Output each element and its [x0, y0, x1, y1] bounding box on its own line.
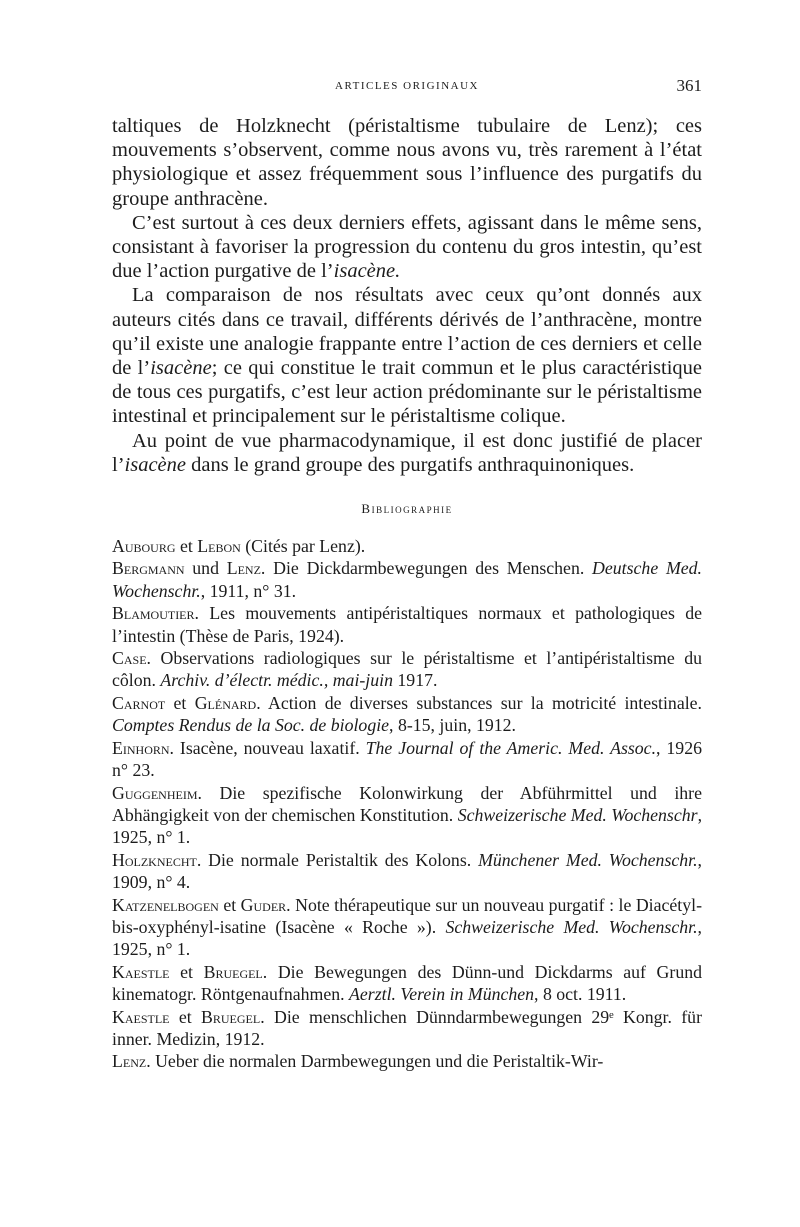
paragraph: taltiques de Holzknecht (péristaltisme tubulaire de Lenz); ces mouvements s’observent, comme nous avons vu, très rarement à l’état physiologique et assez fréquemment sous l’influence des purgatifs du groupe anthracène.	[112, 115, 702, 210]
bib-author2: Glénard.	[194, 692, 261, 713]
bib-tail: , 1925, n° 1.	[112, 804, 703, 848]
bib-author: Blamoutier.	[112, 603, 199, 624]
bib-author2: Lenz.	[226, 558, 266, 579]
bib-em: Münchener Med. Wochenschr.	[478, 849, 698, 870]
bib-author: Kaestle	[112, 961, 170, 982]
bib-author: Holzknecht.	[112, 849, 202, 870]
bibliography-entry	[112, 894, 702, 961]
bib-mid: et	[218, 894, 241, 915]
bib-rest: Ueber die normalen Darmbewegungen und die Peristaltik-Wir-	[150, 1051, 604, 1072]
bib-mid: et	[169, 961, 204, 982]
bibliography-heading: Bibliographie	[361, 501, 453, 517]
bib-author: Einhorn.	[112, 737, 174, 758]
bib-rest: Action de diverses substances sur la motricité intestinale.	[260, 692, 702, 713]
bib-em: Comptes Rendus de la Soc. de biologie	[112, 715, 390, 736]
bib-rest: Die normale Peristaltik des Kolons.	[201, 849, 479, 870]
bib-author: Kaestle	[112, 1006, 170, 1027]
bib-em: Aerztl. Verein in München	[349, 984, 535, 1005]
bib-em: Archiv. d’électr. médic., mai-juin	[160, 670, 393, 691]
bibliography-entry	[112, 1050, 702, 1072]
bib-rest: Die Bewegungen des Dünn-und Dickdarms auf Grund kinematogr. Röntgenaufnahmen.	[112, 961, 702, 1005]
bib-rest: Note thérapeutique sur un nouveau purgatif : le Diacétyl-bis-oxyphényl-isatine (Isacène « Roche »).	[112, 894, 702, 937]
bib-author2: Lebon	[197, 536, 241, 557]
paragraph: Au point de vue pharmacodynamique, il est donc justifié de placer l’isacène dans le grand groupe des purgatifs anthraquinoniques.	[112, 429, 702, 476]
bib-rest: (Cités par Lenz).	[240, 536, 366, 557]
bib-author: Katzenelbogen	[112, 894, 219, 915]
bib-tail: 1917.	[392, 670, 438, 691]
page	[112, 76, 702, 1073]
bib-rest: Die menschlichen Dünndarmbewegungen 29ᵉ Kongr. für inner. Medizin, 1912.	[112, 1006, 702, 1049]
bib-mid: et	[175, 536, 198, 557]
bib-tail: , 1911, n° 31.	[200, 580, 297, 601]
page-number: 361	[676, 76, 702, 95]
running-title: ARTICLES ORIGINAUX	[335, 80, 479, 92]
bib-mid: et	[165, 692, 195, 713]
bib-rest: Les mouvements antipéristaltiques normaux et pathologiques de l’intestin (Thèse de Paris, 1924).	[112, 603, 702, 646]
paragraph: C’est surtout à ces deux derniers effets, agissant dans le même sens, consistant à favoriser la progression du contenu du gros intestin, qu’est due l’action purgative de l’isacène.	[112, 211, 702, 283]
bib-tail: , 1925, n° 1.	[112, 916, 702, 960]
bib-em: Schweizerische Med. Wochenschr.	[445, 916, 698, 937]
bibliography-entry	[112, 602, 702, 647]
bib-tail: , 1926 n° 23.	[112, 737, 702, 781]
bib-rest: Die spezifische Kolonwirkung der Abführmittel und ihre Abhängigkeit von der chemischen Konstitution.	[112, 782, 702, 825]
bib-author: Carnot	[112, 692, 166, 713]
bib-author2: Bruegel.	[203, 961, 268, 982]
bib-author: Aubourg	[112, 536, 176, 557]
bib-em: The Journal of the Americ. Med. Assoc.	[365, 737, 657, 758]
bib-rest: Isacène, nouveau laxatif.	[173, 737, 366, 758]
bibliography-list	[112, 535, 702, 1073]
bib-em: Deutsche Med. Wochenschr.	[112, 558, 703, 601]
bibliography-entry	[112, 849, 702, 894]
body-text	[112, 114, 702, 477]
bibliography-entry	[112, 647, 702, 692]
bib-author: Lenz.	[112, 1051, 151, 1072]
bibliography-entry	[112, 1006, 702, 1051]
bib-tail: , 1909, n° 4.	[112, 849, 702, 893]
bib-tail: , 8 oct. 1911.	[534, 984, 627, 1005]
bibliography-entry	[112, 557, 702, 602]
bibliography-entry	[112, 961, 702, 1006]
bib-tail: , 8-15, juin, 1912.	[389, 715, 516, 736]
bibliography-entry	[112, 737, 702, 782]
bib-author2: Bruegel.	[201, 1006, 265, 1027]
bib-author: Case.	[112, 648, 151, 669]
bib-mid: et	[169, 1006, 202, 1027]
bib-author: Guggenheim.	[112, 782, 202, 803]
bib-em: Schweizerische Med. Wochenschr	[457, 804, 698, 825]
bibliography-entry	[112, 782, 702, 849]
bibliography-entry	[112, 535, 702, 557]
paragraph: La comparaison de nos résultats avec ceux qu’ont donnés aux auteurs cités dans ce travail, différents dérivés de l’anthracène, montre qu’il existe une analogie frappante entre l’action de ces derniers et celle de l’isacène; ce qui constitue le trait commun et le plus caractéristique de tous ces purgatifs, c’est leur action prédominante sur le péristaltisme intestinal et principalement sur le péristaltisme colique.	[112, 284, 703, 428]
bib-author: Bergmann	[112, 558, 185, 579]
bib-rest: Observations radiologiques sur le péristaltisme et l’antipéristaltisme du côlon.	[112, 648, 702, 691]
running-head	[112, 76, 702, 104]
bib-rest: Die Dickdarmbewegungen des Menschen.	[265, 558, 593, 579]
bibliography-entry	[112, 692, 702, 737]
bib-mid: und	[184, 558, 227, 579]
bib-author2: Guder.	[240, 894, 291, 915]
